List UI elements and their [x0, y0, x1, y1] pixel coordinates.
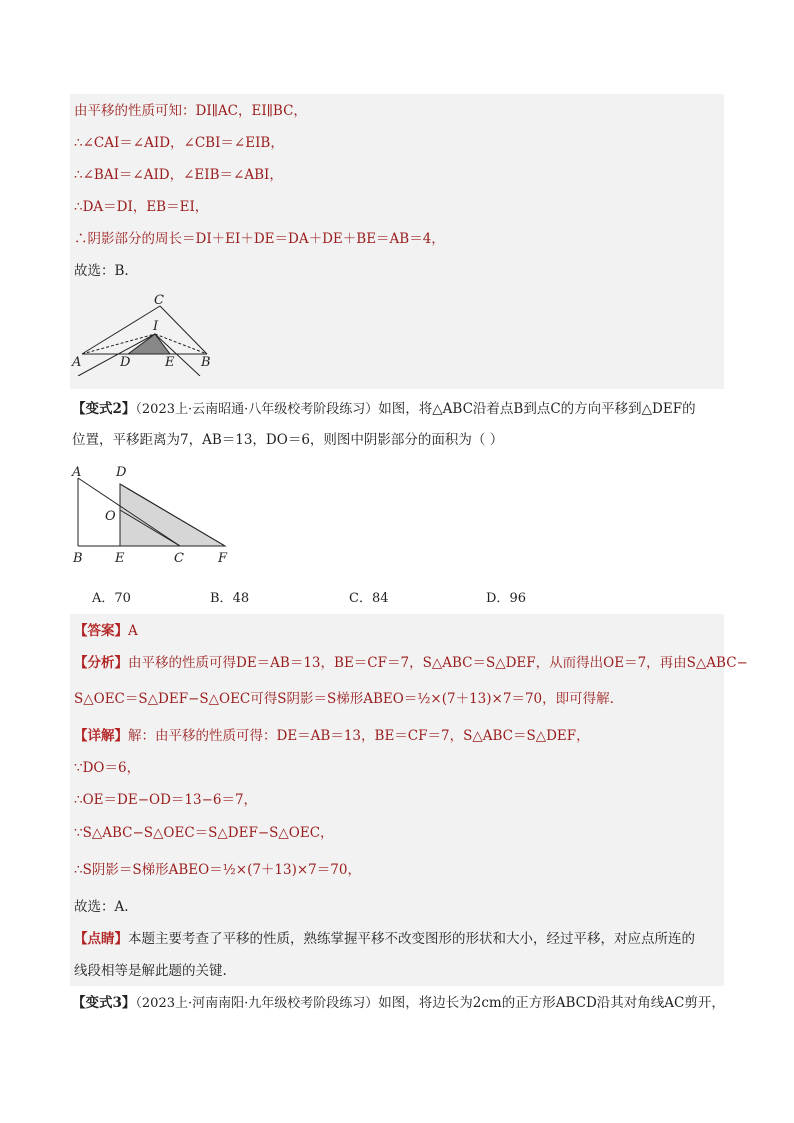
option-a — [92, 590, 131, 608]
variant3-tag: 【变式3】 — [72, 995, 136, 1011]
analysis-line-1 — [74, 653, 748, 673]
solution-answer: 故选：B. — [74, 263, 129, 279]
analysis-tag: 【分析】 — [74, 655, 128, 671]
solution-line-2: ∴∠CAI＝∠AID，∠CBI＝∠EIB， — [74, 135, 284, 151]
fig1-label-c: C — [154, 293, 164, 308]
detail-text-2: ∵DO＝6， — [74, 760, 141, 776]
variant2-line-1 — [72, 399, 696, 420]
detail-line-1 — [74, 726, 590, 746]
variant2-stem-1: 如图，将△ABC沿着点B到点C的方向平移到△DEF的 — [378, 401, 696, 417]
variant3-line — [72, 993, 725, 1014]
solution-line-4: ∴DA＝DI，EB＝EI， — [74, 199, 209, 215]
fig2-label-o: O — [105, 509, 116, 524]
answer-line — [74, 621, 138, 641]
figure-1-triangle — [70, 292, 230, 376]
option-value: 48 — [232, 591, 250, 606]
fig2-label-b: B — [73, 551, 83, 566]
option-letter: D． — [486, 591, 510, 606]
solution-line-1: 由平移的性质可知：DI∥AC，EI∥BC， — [74, 103, 307, 119]
figure-2-translation — [70, 462, 240, 570]
fig2-label-f: F — [218, 551, 228, 566]
detail-text-3: ∴OE＝DE−OD＝13−6＝7， — [74, 792, 258, 808]
fig2-label-a: A — [72, 465, 82, 480]
option-b — [210, 590, 249, 608]
analysis-text-2: S△OEC＝S△DEF−S△OEC可得S阴影＝S梯形ABEO＝½×(7＋13)×7＝70，即可得解. — [74, 691, 614, 707]
detail-tag: 【详解】 — [74, 728, 128, 744]
variant3-stem: 如图，将边长为2cm的正方形ABCD沿其对角线AC剪开， — [378, 995, 725, 1011]
answer-tag: 【答案】 — [74, 623, 128, 639]
option-letter: A． — [92, 591, 115, 606]
fig1-label-b: B — [201, 355, 211, 370]
variant2-source: （2023上·云南昭通·八年级校考阶段练习） — [135, 402, 379, 417]
comment-tag: 【点睛】 — [74, 931, 128, 947]
fig2-label-e: E — [115, 551, 125, 566]
fig1-label-a: A — [72, 355, 82, 370]
fig1-label-e: E — [165, 355, 175, 370]
solution-line-5: ∴阴影部分的周长＝DI＋EI＋DE＝DA＋DE＋BE＝AB＝4， — [74, 231, 445, 247]
analysis-text-1: 由平移的性质可得DE＝AB＝13，BE＝CF＝7，S△ABC＝S△DEF，从而得出OE＝7，再由S△ABC− — [128, 655, 748, 671]
fig2-label-c: C — [174, 551, 184, 566]
comment-line-1 — [74, 929, 695, 949]
detail-text-1: 解：由平移的性质可得：DE＝AB＝13，BE＝CF＝7，S△ABC＝S△DEF， — [128, 728, 590, 744]
variant2-tag: 【变式2】 — [72, 401, 136, 417]
option-value: 96 — [509, 591, 526, 606]
option-c — [349, 590, 389, 608]
comment-text-2: 线段相等是解此题的关键. — [74, 963, 227, 979]
option-letter: B． — [210, 591, 233, 606]
option-value: 84 — [371, 591, 389, 606]
detail-text-5: ∴S阴影＝S梯形ABEO＝½×(7＋13)×7＝70， — [74, 862, 361, 878]
fig1-label-i: I — [153, 319, 159, 334]
option-letter: C． — [349, 591, 372, 606]
detail-text-4: ∵S△ABC−S△OEC＝S△DEF−S△OEC， — [74, 825, 334, 841]
answer-value: A — [128, 623, 138, 639]
comment-text-1: 本题主要考查了平移的性质，熟练掌握平移不改变图形的形状和大小，经过平移，对应点所连的 — [128, 931, 695, 947]
fig2-label-d: D — [116, 465, 127, 480]
variant2-stem-2: 位置，平移距离为7，AB＝13，DO＝6，则图中阴影部分的面积为（ ） — [72, 432, 504, 448]
option-d — [486, 590, 526, 608]
option-value: 70 — [114, 591, 131, 606]
solution-line-3: ∴∠BAI＝∠AID，∠EIB＝∠ABI， — [74, 167, 283, 183]
detail-choice: 故选：A. — [74, 899, 129, 915]
fig1-label-d: D — [120, 355, 131, 370]
variant3-source: （2023上·河南南阳·九年级校考阶段练习） — [135, 996, 379, 1011]
